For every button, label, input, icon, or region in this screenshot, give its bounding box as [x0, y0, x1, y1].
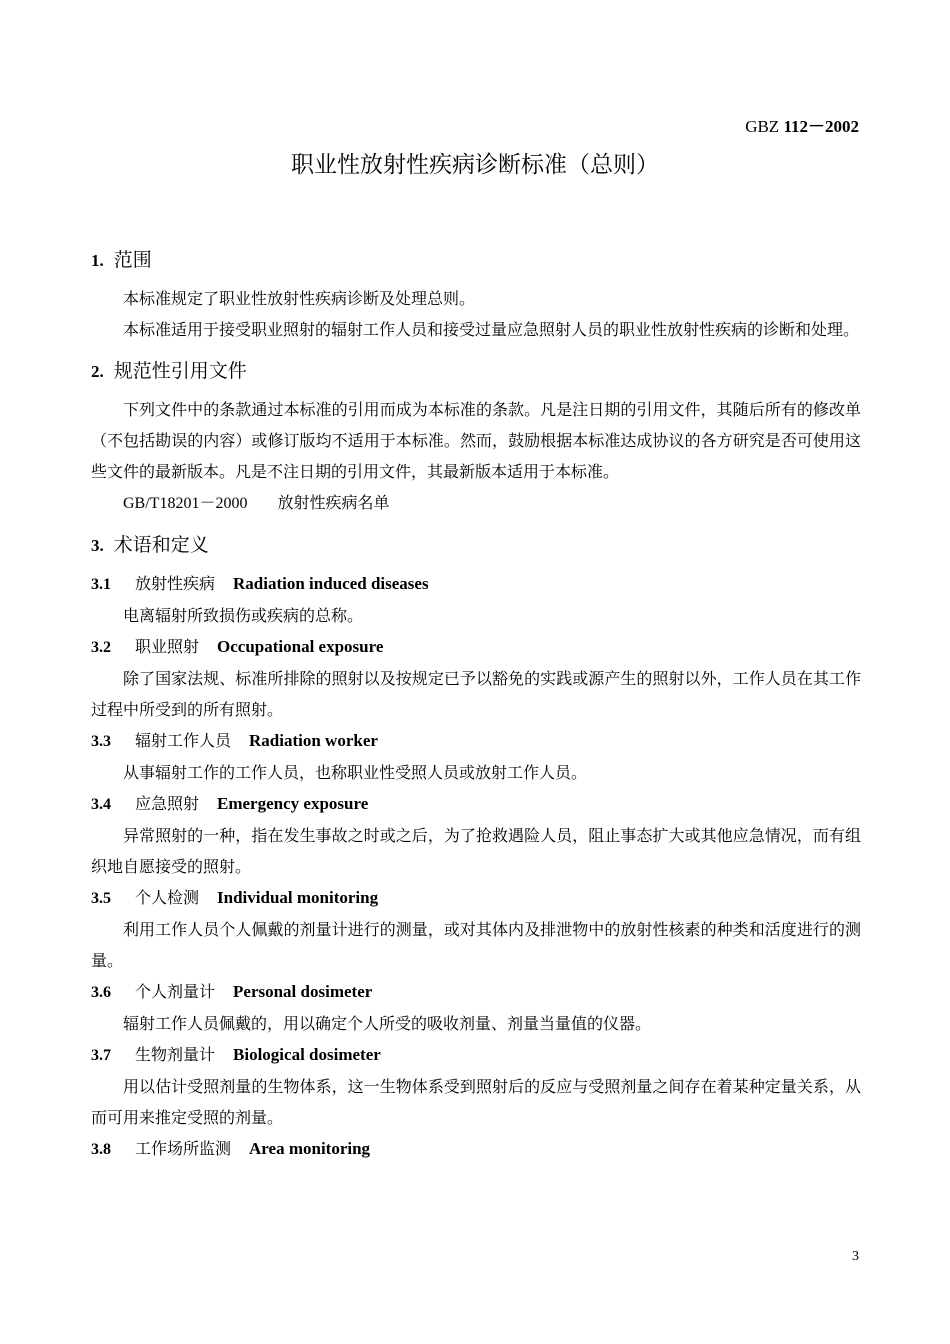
term-definition: 电离辐射所致损伤或疾病的总称。 [123, 606, 364, 625]
term-entry [91, 976, 861, 1039]
term-english: Radiation induced diseases [233, 574, 429, 593]
section-title: 规范性引用文件 [113, 360, 247, 382]
term-heading [91, 976, 861, 1008]
term-entry [91, 725, 861, 788]
standard-code [745, 112, 859, 137]
document-body [91, 246, 861, 1165]
section-number: 2. [91, 362, 104, 381]
paragraph: 本标准适用于接受职业照射的辐射工作人员和接受过量应急照射人员的职业性放射性疾病的诊断和处理。 [123, 320, 860, 339]
term-chinese: 应急照射 [135, 794, 200, 813]
section-number: 1. [91, 251, 104, 270]
section-heading-normative-references [91, 357, 861, 386]
term-entry [91, 882, 861, 976]
section-heading-scope [91, 246, 861, 275]
standard-code-prefix: GBZ [745, 117, 784, 136]
paragraph: 本标准规定了职业性放射性疾病诊断及处理总则。 [123, 289, 476, 308]
term-english: Personal dosimeter [233, 982, 373, 1001]
term-entry [91, 1133, 861, 1165]
term-chinese: 个人剂量计 [135, 982, 216, 1001]
term-english: Occupational exposure [217, 637, 384, 656]
term-number: 3.2 [91, 639, 111, 656]
term-english: Area monitoring [249, 1139, 371, 1158]
term-heading [91, 725, 861, 757]
section-heading-terms [91, 531, 861, 560]
term-english: Individual monitoring [217, 888, 379, 907]
paragraph: 下列文件中的条款通过本标准的引用而成为本标准的条款。凡是注日期的引用文件，其随后所有的修改单（不包括勘误的内容）或修订版均不适用于本标准。然而，鼓励根据本标准达成协议的各方研究是否可使用这些文件的最新版本。凡是不注日期的引用文件，其最新版本适用于本标准。 [91, 400, 861, 481]
term-chinese: 辐射工作人员 [135, 731, 232, 750]
reference-title: 放射性疾病名单 [277, 493, 390, 512]
term-list [91, 568, 861, 1165]
term-number: 3.6 [91, 984, 111, 1001]
term-number: 3.3 [91, 733, 111, 750]
term-heading [91, 631, 861, 663]
reference-entry [91, 487, 861, 519]
term-definition: 用以估计受照剂量的生物体系，这一生物体系受到照射后的反应与受照剂量之间存在着某种定量关系，从而可用来推定受照的剂量。 [91, 1077, 861, 1127]
term-definition: 从事辐射工作的工作人员，也称职业性受照人员或放射工作人员。 [123, 763, 588, 782]
term-definition: 利用工作人员个人佩戴的剂量计进行的测量，或对其体内及排泄物中的放射性核素的种类和活度进行的测量。 [91, 920, 861, 970]
term-entry [91, 631, 861, 725]
term-heading [91, 788, 861, 820]
term-english: Biological dosimeter [233, 1045, 381, 1064]
term-entry [91, 568, 861, 631]
term-number: 3.7 [91, 1047, 111, 1064]
term-chinese: 生物剂量计 [135, 1045, 216, 1064]
term-number: 3.4 [91, 796, 111, 813]
term-chinese: 工作场所监测 [135, 1139, 232, 1158]
term-entry [91, 788, 861, 882]
term-number: 3.8 [91, 1141, 111, 1158]
term-entry [91, 1039, 861, 1133]
term-heading [91, 568, 861, 600]
section-title: 术语和定义 [113, 534, 209, 556]
term-chinese: 职业照射 [135, 637, 200, 656]
term-chinese: 个人检测 [135, 888, 200, 907]
term-english: Emergency exposure [217, 794, 369, 813]
term-english: Radiation worker [249, 731, 378, 750]
term-chinese: 放射性疾病 [135, 574, 216, 593]
section-title: 范围 [113, 249, 152, 271]
standard-code-number: 112－2002 [783, 117, 859, 136]
term-heading [91, 882, 861, 914]
reference-code: GB/T18201－2000 [123, 495, 248, 512]
term-definition: 辐射工作人员佩戴的，用以确定个人所受的吸收剂量、剂量当量值的仪器。 [123, 1014, 652, 1033]
document-title: 职业性放射性疾病诊断标准（总则） [291, 152, 659, 178]
section-number: 3. [91, 536, 104, 555]
term-heading [91, 1039, 861, 1071]
term-number: 3.5 [91, 890, 111, 907]
term-number: 3.1 [91, 576, 111, 593]
term-heading [91, 1133, 861, 1165]
term-definition: 除了国家法规、标准所排除的照射以及按规定已予以豁免的实践或源产生的照射以外，工作人员在其工作过程中所受到的所有照射。 [91, 669, 861, 719]
page-number: 3 [852, 1249, 859, 1264]
term-definition: 异常照射的一种，指在发生事故之时或之后，为了抢救遇险人员，阻止事态扩大或其他应急情况，而有组织地自愿接受的照射。 [91, 826, 861, 876]
